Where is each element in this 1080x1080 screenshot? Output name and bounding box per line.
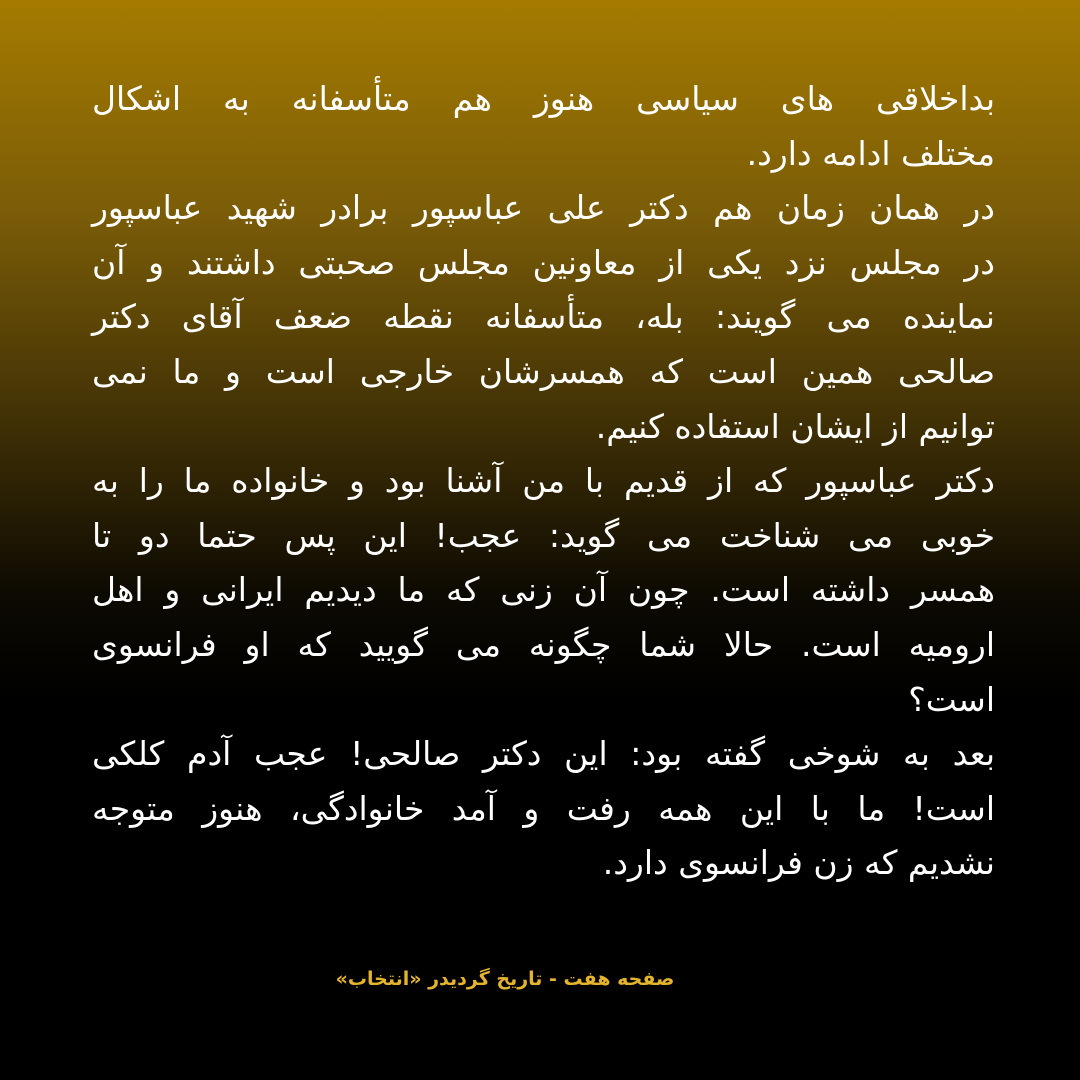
text-line: است؟ (908, 679, 995, 719)
text-line: بعد به شوخی گفته بود: این دکتر صالحی! عجب آدم کلکی (92, 734, 995, 774)
text-line: دکتر عباسپور که از قدیم با من آشنا بود و خانواده ما را به (92, 461, 995, 501)
text-line: نماینده می گویند: بله، متأسفانه نقطه ضعف آقای دکتر (92, 297, 995, 337)
text-line: در مجلس نزد یکی از معاونین مجلس صحبتی داشتند و آن (92, 242, 995, 282)
text-line: خوبی می شناخت می گوید: عجب! این پس حتما دو تا (92, 515, 995, 555)
text-line: مختلف ادامه دارد. (746, 133, 995, 173)
page-footer: صفحه هفت - تاریخ گردیدر «انتخاب» (335, 968, 675, 990)
body-text (92, 72, 995, 891)
text-line: نشدیم که زن فرانسوی دارد. (602, 843, 995, 883)
text-line: در همان زمان هم دکتر علی عباسپور برادر شهید عباسپور (92, 188, 995, 228)
text-line: همسر داشته است. چون آن زنی که ما دیدیم ایرانی و اهل (92, 570, 995, 610)
text-line: بداخلاقی های سیاسی هنوز هم متأسفانه به اشکال (92, 79, 995, 118)
text-line: است! ما با این همه رفت و آمد خانوادگی، هنوز متوجه (92, 788, 995, 828)
text-line: ارومیه است. حالا شما چگونه می گویید که او فرانسوی (92, 624, 995, 664)
text-line: صالحی همین است که همسرشان خارجی است و ما نمی (92, 351, 995, 391)
text-line: توانیم از ایشان استفاده کنیم. (595, 406, 995, 446)
